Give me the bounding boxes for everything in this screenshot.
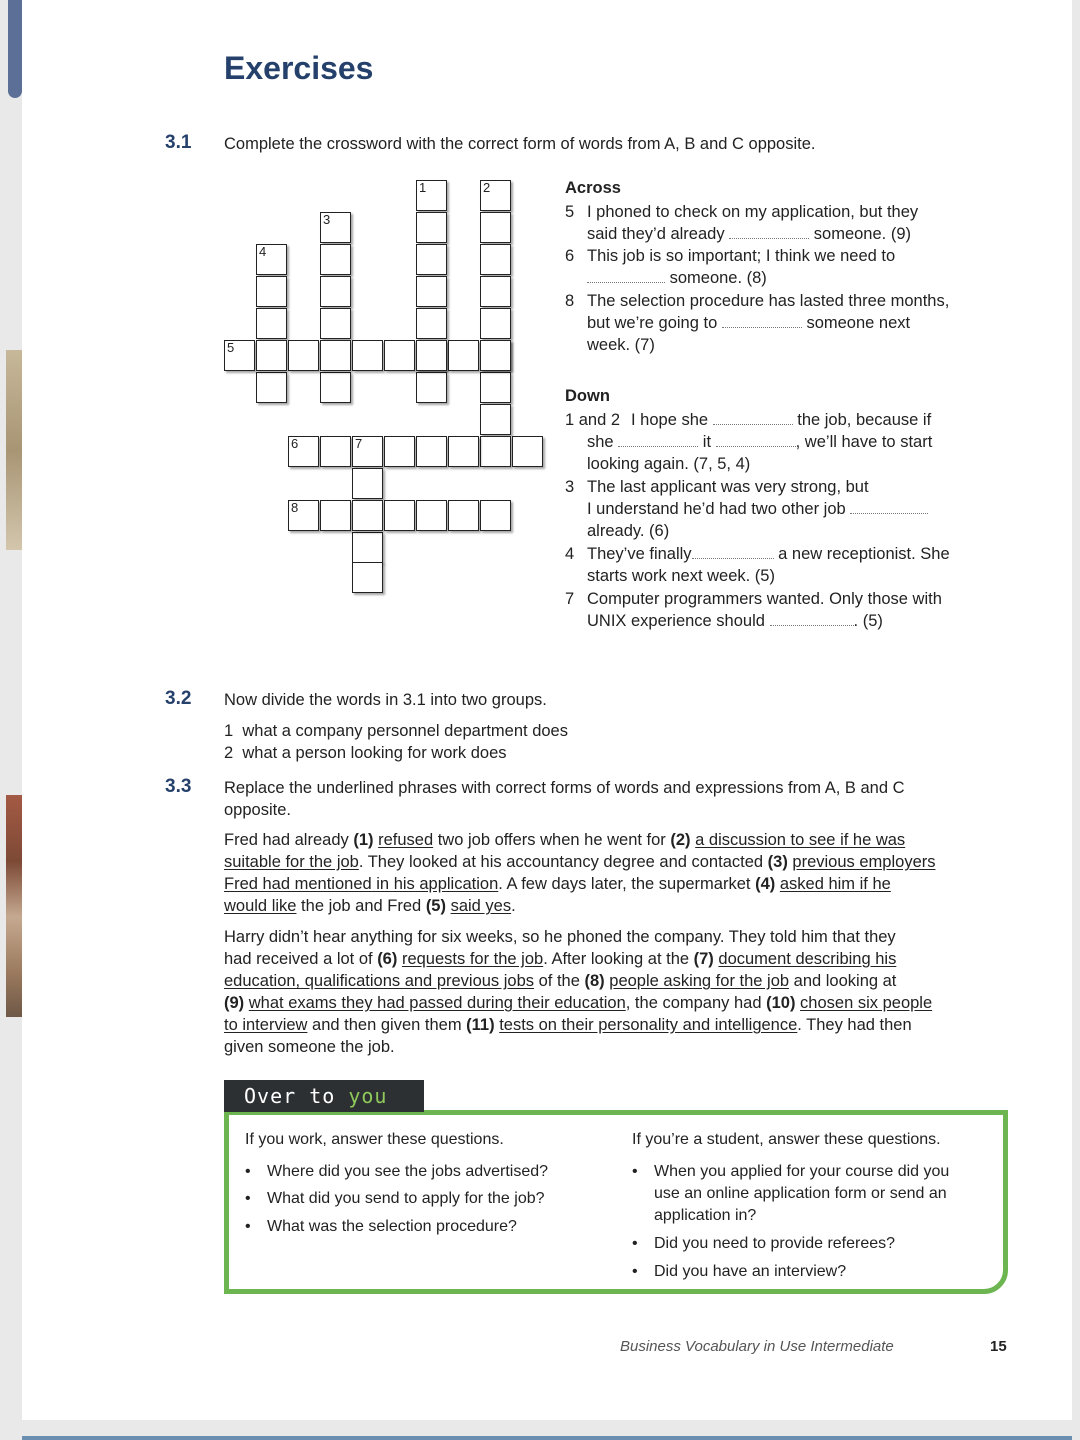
cell-number: 4 xyxy=(259,244,267,259)
list-item xyxy=(224,742,507,764)
clue-text: said they’d already xyxy=(587,225,725,243)
clue-text: They’ve finally xyxy=(587,545,692,563)
page-edge-photo xyxy=(6,795,22,1017)
cell-number: 1 xyxy=(419,180,427,195)
clue-number: 7 xyxy=(565,590,575,608)
clue-text: UNIX experience should xyxy=(587,612,765,630)
tab-label: Over to xyxy=(244,1084,336,1108)
answer-blank xyxy=(770,611,854,626)
page-edge-tab xyxy=(8,0,22,98)
exercise-number: 3.1 xyxy=(165,132,192,153)
page-bottom-rule xyxy=(22,1436,1072,1440)
clue-text: I understand he’d had two other job xyxy=(587,500,846,518)
over-to-you-tab xyxy=(224,1080,424,1112)
exercise-instruction: Replace the underlined phrases with correct forms of words and expressions from A, B and C xyxy=(224,779,905,797)
answer-blank xyxy=(716,432,796,447)
answer-blank xyxy=(850,499,928,514)
clue-text: it xyxy=(702,433,712,451)
student-questions-intro: If you’re a student, answer these questions. xyxy=(632,1131,941,1148)
clue-text: I phoned to check on my application, but they xyxy=(587,203,919,221)
clue-text: the job, because if xyxy=(797,411,932,429)
across-heading: Across xyxy=(565,179,621,197)
clue-number: 1 and 2 xyxy=(565,411,621,429)
down-heading: Down xyxy=(565,387,610,405)
clue-text: someone. (9) xyxy=(813,225,911,243)
answer-blank xyxy=(729,224,809,239)
cell-number: 3 xyxy=(323,212,331,227)
page-title: Exercises xyxy=(224,50,374,86)
exercise-instruction: opposite. xyxy=(224,801,291,819)
cell-number: 7 xyxy=(355,436,363,451)
clue-text: someone. (8) xyxy=(669,269,767,287)
clue-text: The last applicant was very strong, but xyxy=(587,478,869,496)
clue-text: looking again. (7, 5, 4) xyxy=(587,455,751,473)
exercise-instruction: Now divide the words in 3.1 into two groups. xyxy=(224,691,547,709)
clue-text: someone next xyxy=(806,314,911,332)
exercise-instruction: Complete the crossword with the correct form of words from A, B and C opposite. xyxy=(224,135,816,153)
clue-number: 4 xyxy=(565,545,575,563)
clue-text: The selection procedure has lasted three months, xyxy=(587,292,950,310)
clue-text: but we’re going to xyxy=(587,314,718,332)
exercise-number: 3.3 xyxy=(165,776,192,797)
clue-text: . (5) xyxy=(853,612,883,630)
paragraph-fred: Fred had already (1) refused two job offers when he went for (2) a discussion to see if he was suitable for the job. They looked at his accountancy degree and contacted (3) previous employers Fred had mentioned in his application. A few days later, the supermarket (4) asked him if he would like the job and Fred (5) said yes. xyxy=(224,831,936,915)
clue-number: 6 xyxy=(565,247,575,265)
tab-label-highlight: you xyxy=(348,1084,388,1108)
cell-number: 5 xyxy=(227,340,235,355)
clue-text xyxy=(587,223,911,245)
page-edge-photo xyxy=(6,350,22,550)
list-item-number: 2 xyxy=(224,744,234,762)
list-item-text: what a company personnel department does xyxy=(242,722,568,740)
cell-number: 8 xyxy=(291,500,299,515)
cell-number: 2 xyxy=(483,180,491,195)
clue-text: This job is so important; I think we need to xyxy=(587,247,896,265)
footer-book-title: Business Vocabulary in Use Intermediate xyxy=(620,1338,894,1355)
answer-blank xyxy=(722,313,802,328)
clue-text xyxy=(587,267,767,289)
clue-text: Computer programmers wanted. Only those with xyxy=(587,590,942,608)
list-item xyxy=(224,720,568,742)
answer-blank xyxy=(692,544,774,559)
list-item-text: what a person looking for work does xyxy=(242,744,507,762)
cell-number: 6 xyxy=(291,436,299,451)
list-item-number: 1 xyxy=(224,722,234,740)
page-number: 15 xyxy=(990,1338,1007,1355)
exercise-number: 3.2 xyxy=(165,688,192,709)
clue-text: a new receptionist. She xyxy=(778,545,950,563)
clue-text: already. (6) xyxy=(587,522,670,540)
paragraph-harry: Harry didn’t hear anything for six weeks, so he phoned the company. They told him that they had received a lot of (6) requests for the job. After looking at the (7) document describing his education, qualifications and previous jobs of the (8) people asking for the job and looking at (9) what exams they had passed during their education, the company had (10) chosen six people to interview and then given them (11) tests on their personality and intelligence. They had then given someone the job. xyxy=(224,928,933,1056)
clue-text: I hope she xyxy=(631,411,709,429)
clue-text: starts work next week. (5) xyxy=(587,567,775,585)
answer-blank xyxy=(587,268,665,283)
answer-blank xyxy=(618,432,698,447)
clue-text: , we’ll have to start xyxy=(795,433,933,451)
clue-text xyxy=(587,312,910,334)
clue-text: week. (7) xyxy=(587,336,655,354)
clue-number: 8 xyxy=(565,292,575,310)
clue-text: she xyxy=(587,433,614,451)
clue-number: 5 xyxy=(565,203,575,221)
clue-number: 3 xyxy=(565,478,575,496)
answer-blank xyxy=(713,410,793,425)
work-questions-intro: If you work, answer these questions. xyxy=(245,1131,504,1148)
